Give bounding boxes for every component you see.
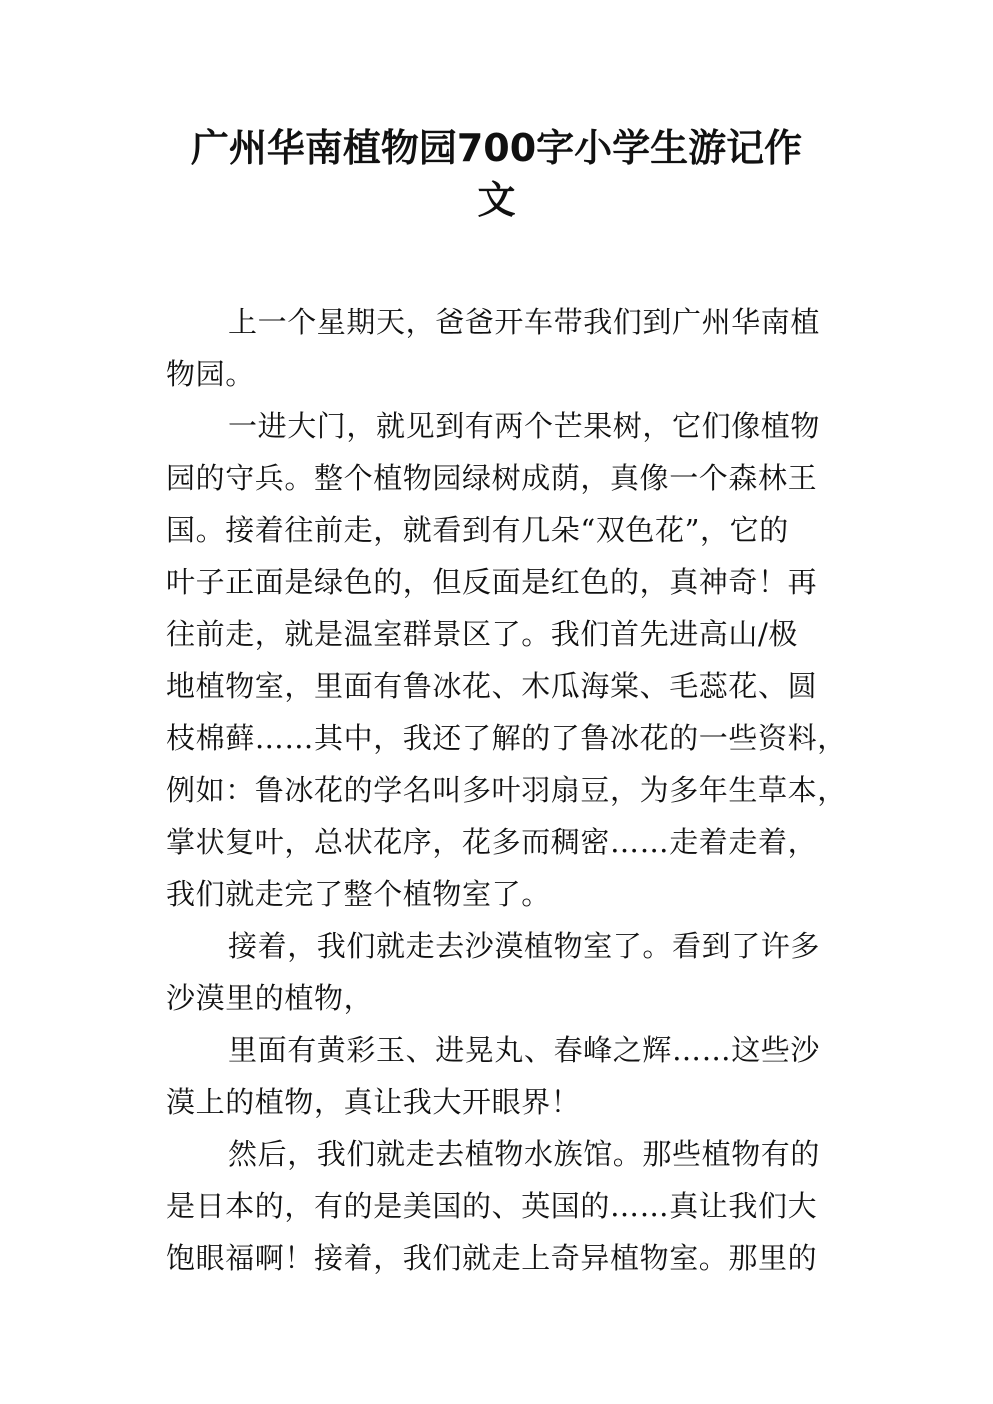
- text-line: 上一个星期天，爸爸开车带我们到广州华南植: [228, 305, 821, 339]
- text-line: 然后，我们就走去植物水族馆。那些植物有的: [228, 1137, 821, 1171]
- text-line: 园的守兵。整个植物园绿树成荫，真像一个森林王: [166, 461, 818, 495]
- text-line: 我们就走完了整个植物室了。: [166, 877, 551, 911]
- text-line: 里面有黄彩玉、进晃丸、春峰之辉……这些沙: [228, 1033, 821, 1067]
- text-line: 国。接着往前走，就看到有几朵“双色花”，它的: [166, 513, 789, 547]
- text-line: 接着，我们就走去沙漠植物室了。看到了许多: [228, 929, 821, 963]
- document-title: [0, 122, 993, 226]
- text-line: 漠上的植物，真让我大开眼界！: [166, 1085, 581, 1119]
- text-line: 叶子正面是绿色的，但反面是红色的，真神奇！再: [166, 565, 818, 599]
- text-line: 沙漠里的植物，: [166, 981, 374, 1015]
- text-line: 饱眼福啊！接着，我们就走上奇异植物室。那里的: [166, 1241, 818, 1275]
- document-body: [166, 296, 846, 1284]
- text-line: 掌状复叶，总状花序，花多而稠密……走着走着，: [166, 825, 818, 859]
- text-line: 例如：鲁冰花的学名叫多叶羽扇豆，为多年生草本，: [166, 773, 847, 807]
- title-line: 文: [477, 178, 516, 222]
- text-line: 地植物室，里面有鲁冰花、木瓜海棠、毛蕊花、圆: [166, 669, 818, 703]
- text-line: 往前走，就是温室群景区了。我们首先进高山/极: [166, 617, 798, 651]
- text-line: 物园。: [166, 357, 255, 391]
- text-line: 是日本的，有的是美国的、英国的……真让我们大: [166, 1189, 818, 1223]
- text-line: 一进大门，就见到有两个芒果树，它们像植物: [228, 409, 821, 443]
- title-line: 广州华南植物园700字小学生游记作: [190, 126, 803, 170]
- text-line: 枝棉藓……其中，我还了解的了鲁冰花的一些资料，: [166, 721, 847, 755]
